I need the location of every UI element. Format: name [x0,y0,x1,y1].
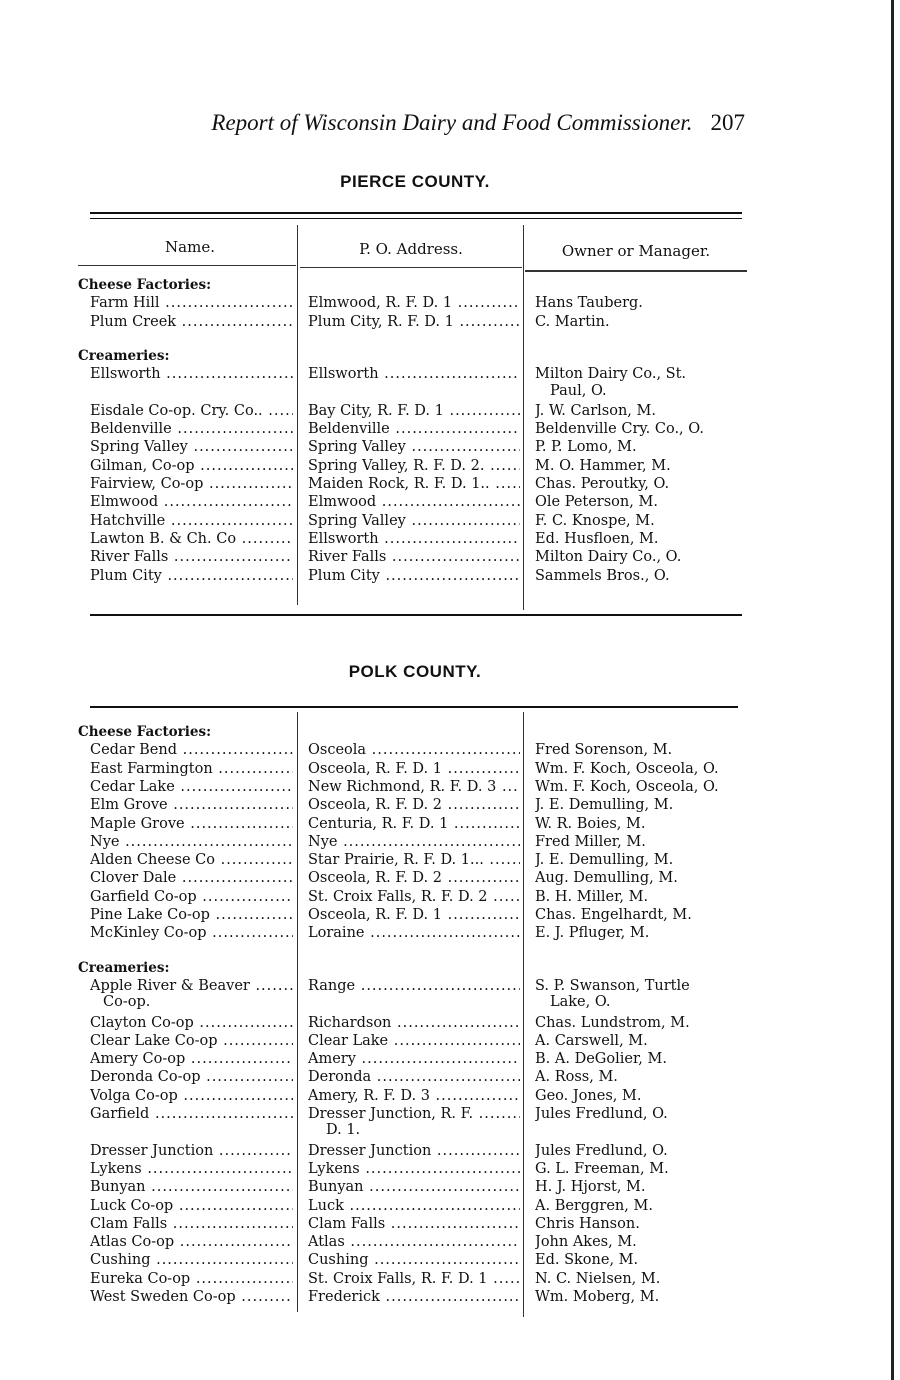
owner-manager: Jules Fredlund, O. [535,1142,668,1159]
po-address: Range ..... [308,977,520,995]
factory-name: Cushing ..... [90,1251,293,1269]
factory-name: Eisdale Co-op. Cry. Co.. ..... [90,402,293,420]
factory-name: Maple Grove ..... [90,815,293,833]
po-address: Osceola, R. F. D. 1 ..... [308,906,520,924]
table-row [0,294,900,312]
po-address: Dresser Junction, R. F. ..... [308,1105,520,1123]
table-row [0,1251,900,1269]
po-address: Loraine ..... [308,924,520,942]
header-underline [78,265,296,266]
factory-name: Farm Hill ..... [90,294,293,312]
table-row [0,512,900,530]
po-address: Clam Falls ..... [308,1215,520,1233]
factory-name: Clear Lake Co-op ..... [90,1032,293,1050]
po-address: Spring Valley, R. F. D. 2. ..... [308,457,520,475]
po-address: Beldenville ..... [308,420,520,438]
table-row [0,760,900,778]
po-address: Ellsworth ..... [308,530,520,548]
po-address: Osceola, R. F. D. 2 ..... [308,796,520,814]
factory-name: Gilman, Co-op ..... [90,457,293,475]
factory-name: Amery Co-op ..... [90,1050,293,1068]
owner-manager: A. Carswell, M. [535,1032,648,1049]
table-row [0,1087,900,1105]
factory-name: Lykens ..... [90,1160,293,1178]
table-row [0,815,900,833]
table-row [0,1014,900,1032]
owner-manager: J. W. Carlson, M. [535,402,656,419]
po-address: Ellsworth ..... [308,365,520,383]
table-row [0,851,900,869]
factory-name: Luck Co-op ..... [90,1197,293,1215]
owner-manager: C. Martin. [535,313,610,330]
factory-name: Clayton Co-op ..... [90,1014,293,1032]
factory-name: Clover Dale ..... [90,869,293,887]
po-address: Amery, R. F. D. 3 ..... [308,1087,520,1105]
table-row [0,833,900,851]
table-row [0,530,900,548]
factory-name: River Falls ..... [90,548,293,566]
owner-manager: N. C. Nielsen, M. [535,1270,661,1287]
owner-manager: Milton Dairy Co., O. [535,549,682,566]
factory-name: McKinley Co-op ..... [90,924,293,942]
owner-manager: Fred Miller, M. [535,833,646,850]
table-row [0,1215,900,1233]
po-address: Amery ..... [308,1050,520,1068]
owner-manager: B. H. Miller, M. [535,888,649,905]
table-row [0,567,900,585]
po-address: New Richmond, R. F. D. 3 ..... [308,778,520,796]
owner-manager: Geo. Jones, M. [535,1087,642,1104]
po-address: Bunyan ..... [308,1178,520,1196]
factory-name: Clam Falls ..... [90,1215,293,1233]
address-continued: D. 1. [326,1122,361,1139]
owner-manager: Ed. Skone, M. [535,1252,639,1269]
owner-manager: Chas. Engelhardt, M. [535,907,692,923]
table-row [0,741,900,759]
owner-manager: W. R. Boies, M. [535,815,646,832]
factory-name: Garfield ..... [90,1105,293,1123]
table-row [0,1160,900,1178]
po-address: Lykens ..... [308,1160,520,1178]
po-address: Deronda ..... [308,1068,520,1086]
section-label: Creameries: [78,347,170,364]
running-header [0,110,745,136]
table-row [0,869,900,887]
factory-name: Lawton B. & Ch. Co ..... [90,530,293,548]
table-row [0,888,900,906]
table-row [0,365,900,383]
owner-manager: Wm. Moberg, M. [535,1289,660,1305]
owner-manager: Chas. Lundstrom, M. [535,1014,690,1031]
owner-manager: S. P. Swanson, Turtle [535,977,690,994]
table-row [0,420,900,438]
owner-continued: Paul, O. [550,382,607,399]
table-row [0,778,900,796]
owner-manager: Sammels Bros., O. [535,567,670,584]
factory-name-continued: Co-op. [103,994,151,1011]
po-address: Nye ..... [308,833,520,851]
table-row [0,475,900,493]
section-label: Creameries: [78,959,170,976]
section-label-row [0,347,900,365]
table-row [0,1068,900,1086]
owner-manager: Beldenville Cry. Co., O. [535,421,704,438]
table-row [0,1197,900,1215]
col-name-header: Name. [165,238,215,256]
factory-name: Cedar Lake ..... [90,778,293,796]
owner-manager: P. P. Lomo, M. [535,439,637,456]
factory-name: Elm Grove ..... [90,796,293,814]
po-address: Atlas ..... [308,1233,520,1251]
po-address: St. Croix Falls, R. F. D. 1 ..... [308,1270,520,1288]
table-row [0,1270,900,1288]
factory-name: Spring Valley ..... [90,438,293,456]
po-address: St. Croix Falls, R. F. D. 2 ..... [308,888,520,906]
owner-manager: Wm. F. Koch, Osceola, O. [535,778,719,795]
factory-name: Dresser Junction ..... [90,1142,293,1160]
table-row [0,1178,900,1196]
section-label: Cheese Factories: [78,724,212,740]
factory-name: Beldenville ..... [90,420,293,438]
po-address: Dresser Junction ..... [308,1142,520,1160]
factory-name: Garfield Co-op ..... [90,888,293,906]
po-address: Maiden Rock, R. F. D. 1.. ..... [308,475,520,493]
owner-manager: G. L. Freeman, M. [535,1160,669,1177]
pierce-county-title: PIERCE COUNTY. [340,172,490,191]
owner-manager: Ole Peterson, M. [535,494,658,511]
page-number: 207 [710,110,745,135]
table-row [0,906,900,924]
po-address: River Falls ..... [308,548,520,566]
po-address: Star Prairie, R. F. D. 1... ..... [308,851,520,869]
factory-name: Plum Creek ..... [90,313,293,331]
po-address: Elmwood ..... [308,493,520,511]
owner-manager: A. Berggren, M. [535,1197,653,1214]
owner-continued: Lake, O. [550,994,611,1011]
polk-county-title: POLK COUNTY. [348,662,482,681]
factory-name: Cedar Bend ..... [90,741,293,759]
header-underline [300,267,522,268]
po-address: Spring Valley ..... [308,438,520,456]
owner-manager: J. E. Demulling, M. [535,852,674,869]
factory-name: Apple River & Beaver ..... [90,977,293,995]
owner-manager: Milton Dairy Co., St. [535,366,687,383]
factory-name: Hatchville ..... [90,512,293,530]
owner-manager: H. J. Hjorst, M. [535,1179,646,1196]
factory-name: East Farmington ..... [90,760,293,778]
table-row [0,548,900,566]
owner-manager: Chris Hanson. [535,1215,640,1232]
table-row [0,796,900,814]
owner-manager: Wm. F. Koch, Osceola, O. [535,760,719,777]
pierce-top-rule [90,212,742,214]
po-address: Luck ..... [308,1197,520,1215]
owner-manager: F. C. Knospe, M. [535,512,655,529]
header-underline [525,270,747,272]
po-address: Spring Valley ..... [308,512,520,530]
po-address: Osceola ..... [308,741,520,759]
table-row [0,493,900,511]
factory-name: Volga Co-op ..... [90,1087,293,1105]
table-row [0,313,900,331]
factory-name: West Sweden Co-op ..... [90,1288,293,1306]
factory-name: Nye ..... [90,833,293,851]
table-row [0,977,900,995]
table-row [0,1050,900,1068]
po-address: Osceola, R. F. D. 1 ..... [308,760,520,778]
section-label-row [0,959,900,977]
table-row [0,457,900,475]
factory-name: Ellsworth ..... [90,365,293,383]
table-row [0,402,900,420]
table-row [0,1032,900,1050]
factory-name: Plum City ..... [90,567,293,585]
col-owner-header: Owner or Manager. [561,242,711,260]
owner-manager: Jules Fredlund, O. [535,1106,668,1122]
pierce-top-rule-thin [90,218,742,219]
table-row [0,438,900,456]
factory-name: Pine Lake Co-op ..... [90,906,293,924]
owner-manager: Fred Sorenson, M. [535,742,673,759]
factory-name: Bunyan ..... [90,1178,293,1196]
section-label-row [0,723,900,741]
owner-manager: Ed. Husfloen, M. [535,530,659,547]
owner-manager: E. J. Pfluger, M. [535,925,650,942]
po-address: Plum City ..... [308,567,520,585]
table-row [0,924,900,942]
owner-manager: Aug. Demulling, M. [535,870,678,887]
report-title: Report of Wisconsin Dairy and Food Commissioner. [211,110,693,135]
po-address: Osceola, R. F. D. 2 ..... [308,869,520,887]
po-address: Frederick ..... [308,1288,520,1306]
po-address: Richardson ..... [308,1014,520,1032]
factory-name: Eureka Co-op ..... [90,1270,293,1288]
po-address: Plum City, R. F. D. 1 ..... [308,313,520,331]
po-address: Centuria, R. F. D. 1 ..... [308,815,520,833]
pierce-bottom-rule [90,614,742,616]
factory-name: Alden Cheese Co ..... [90,851,293,869]
table-row [0,1105,900,1123]
owner-manager: Chas. Peroutky, O. [535,476,670,492]
factory-name: Elmwood ..... [90,493,293,511]
po-address: Elmwood, R. F. D. 1 ..... [308,294,520,312]
factory-name: Fairview, Co-op ..... [90,475,293,493]
factory-name: Atlas Co-op ..... [90,1233,293,1251]
po-address: Cushing ..... [308,1251,520,1269]
col-address-header: P. O. Address. [359,240,463,258]
owner-manager: J. E. Demulling, M. [535,797,674,814]
po-address: Clear Lake ..... [308,1032,520,1050]
table-row [0,1142,900,1160]
owner-manager: John Akes, M. [535,1234,637,1251]
factory-name: Deronda Co-op ..... [90,1068,293,1086]
polk-top-rule [90,706,738,708]
table-row [0,1288,900,1306]
section-label: Cheese Factories: [78,277,212,293]
po-address: Bay City, R. F. D. 1 ..... [308,402,520,420]
owner-manager: M. O. Hammer, M. [535,457,671,474]
owner-manager: Hans Tauberg. [535,295,643,312]
section-label-row [0,276,900,294]
owner-manager: A. Ross, M. [535,1069,618,1086]
table-row [0,1233,900,1251]
owner-manager: B. A. DeGolier, M. [535,1051,667,1068]
